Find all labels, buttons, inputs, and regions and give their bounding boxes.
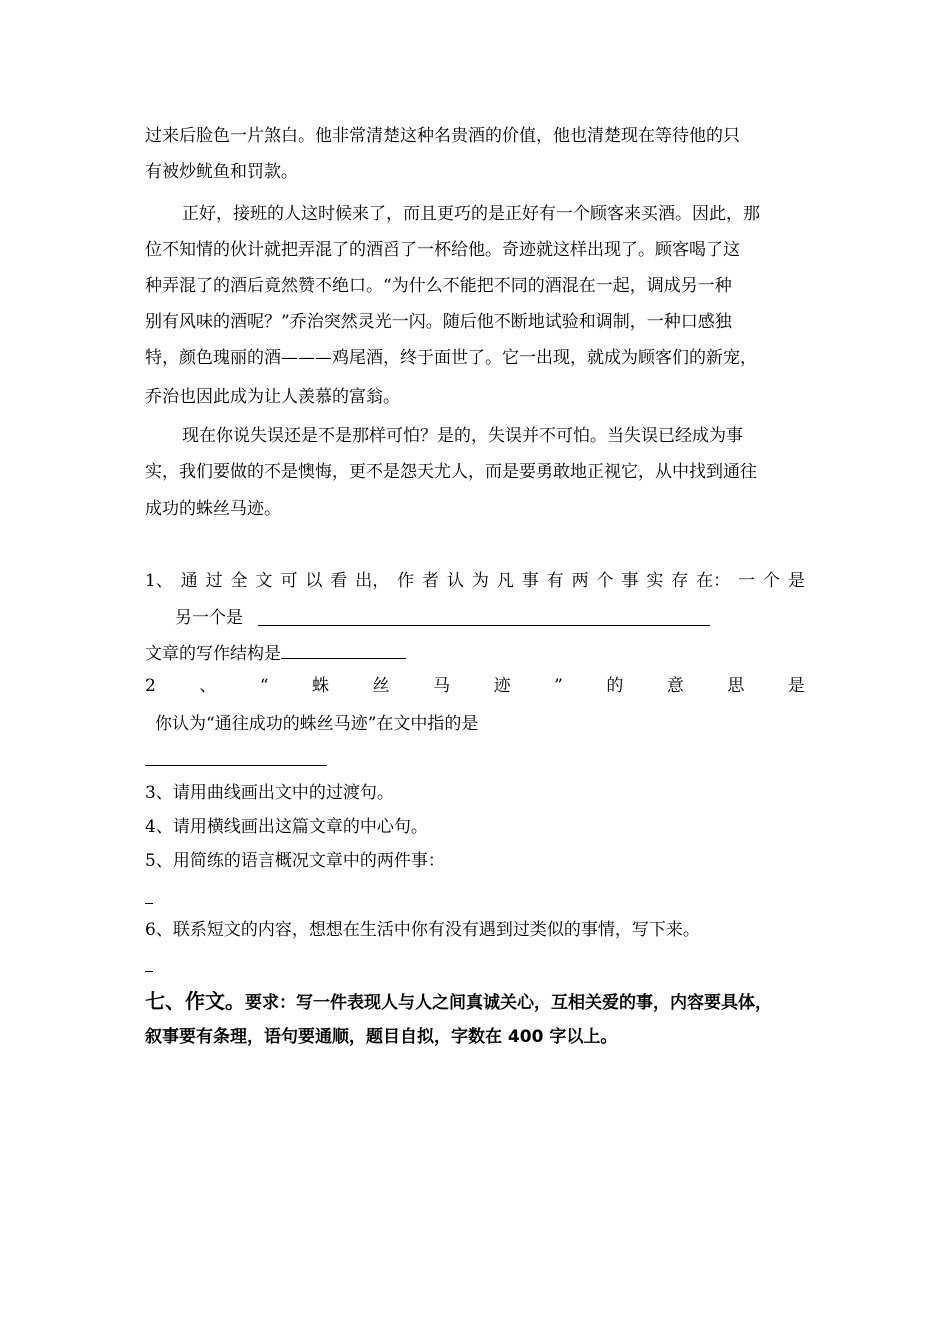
q1-char: 出， [355,571,390,591]
question-1-line1 [145,569,805,593]
q2-char: “ [259,676,269,696]
q1-char: 文 [255,571,273,591]
answer-blank[interactable] [145,971,153,972]
q2-char: ” [554,676,563,696]
passage-line: 有被炒鱿鱼和罚款。 [145,162,298,182]
q1-char: 全 [230,571,248,591]
q2-char: 迹 [493,676,511,696]
q1-char: 在： [696,571,731,591]
composition-line-1 [145,987,772,1017]
q1-char: 事 [521,571,539,591]
q2-char: 蛛 [312,676,330,696]
q2-char: 丝 [372,676,390,696]
question-3: 3、请用曲线画出文中的过渡句。 [145,783,394,803]
question-4: 4、请用横线画出这篇文章的中心句。 [145,817,428,837]
q1-char: 是 [787,571,805,591]
q2-char: 2 [145,676,156,696]
question-1-line3 [145,640,406,666]
q1-char: 作 [397,571,415,591]
q1-char: 有 [546,571,564,591]
answer-blank[interactable] [145,765,327,766]
q1-another-label: 另一个是 [175,608,243,628]
question-6: 6、联系短文的内容，想想在生活中你有没有遇到过类似的事情，写下来。 [145,920,700,940]
passage-line: 乔治也因此成为让人羡慕的富翁。 [145,387,400,407]
question-2-line1 [145,674,805,698]
passage-line: 位不知情的伙计就把弄混了的酒舀了一杯给他。奇迹就这样出现了。顾客喝了这 [145,240,740,260]
q1-char: 可 [280,571,298,591]
answer-blank[interactable] [258,625,710,626]
answer-blank[interactable] [145,903,153,904]
q1-char: 为 [471,571,489,591]
q2-char: 马 [433,676,451,696]
q1-char: 两 [571,571,589,591]
q1-char: 以 [305,571,323,591]
q2-char: 、 [199,676,217,696]
passage-line: 种弄混了的酒后竟然赞不绝口。“为什么不能把不同的酒混在一起，调成另一种 [145,276,732,296]
q1-char: 实 [646,571,664,591]
passage-line: 成功的蛛丝马迹。 [145,499,281,519]
q2-char: 的 [606,676,624,696]
q1-char: 凡 [496,571,514,591]
question-5: 5、用简练的语言概况文章中的两件事： [145,851,445,871]
question-1-line2 [175,606,243,630]
q1-char: 看 [330,571,348,591]
q1-char: 者 [422,571,440,591]
q2-char: 是 [787,676,805,696]
q1-char: 一 [738,571,756,591]
composition-heading: 七、作文。 [145,989,245,1013]
answer-blank[interactable] [281,640,406,659]
q1-char: 过 [205,571,223,591]
q1-char: 1、 [145,571,173,591]
passage-line: 实，我们要做的不是懊悔，更不是怨天尤人，而是要勇敢地正视它，从中找到通往 [145,462,757,482]
q1-char: 事 [621,571,639,591]
passage-line: 现在你说失误还是不是那样可怕？是的，失误并不可怕。当失误已经成为事 [182,426,743,446]
question-2-line2: 你认为“通往成功的蛛丝马迹”在文中指的是 [155,714,479,734]
q1-char: 通 [180,571,198,591]
passage-line: 特，颜色瑰丽的酒———鸡尾酒，终于面世了。它一出现，就成为顾客们的新宠， [145,348,757,368]
structure-label: 文章的写作结构是 [145,644,281,664]
q2-char: 意 [666,676,684,696]
composition-line-2: 叙事要有条理，语句要通顺，题目自拟，字数在 400 字以上。 [145,1027,618,1047]
q1-char: 个 [763,571,781,591]
passage-line: 别有风味的酒呢？”乔治突然灵光一闪。随后他不断地试验和调制，一种口感独 [145,312,732,332]
q2-char: 思 [727,676,745,696]
passage-line: 过来后脸色一片煞白。他非常清楚这种名贵酒的价值，他也清楚现在等待他的只 [145,126,740,146]
composition-requirement: 要求：写一件表现人与人之间真诚关心，互相关爱的事，内容要具体， [245,993,772,1013]
q1-char: 个 [596,571,614,591]
q1-char: 认 [446,571,464,591]
q1-char: 存 [671,571,689,591]
passage-line: 正好，接班的人这时候来了，而且更巧的是正好有一个顾客来买酒。因此，那 [182,204,760,224]
